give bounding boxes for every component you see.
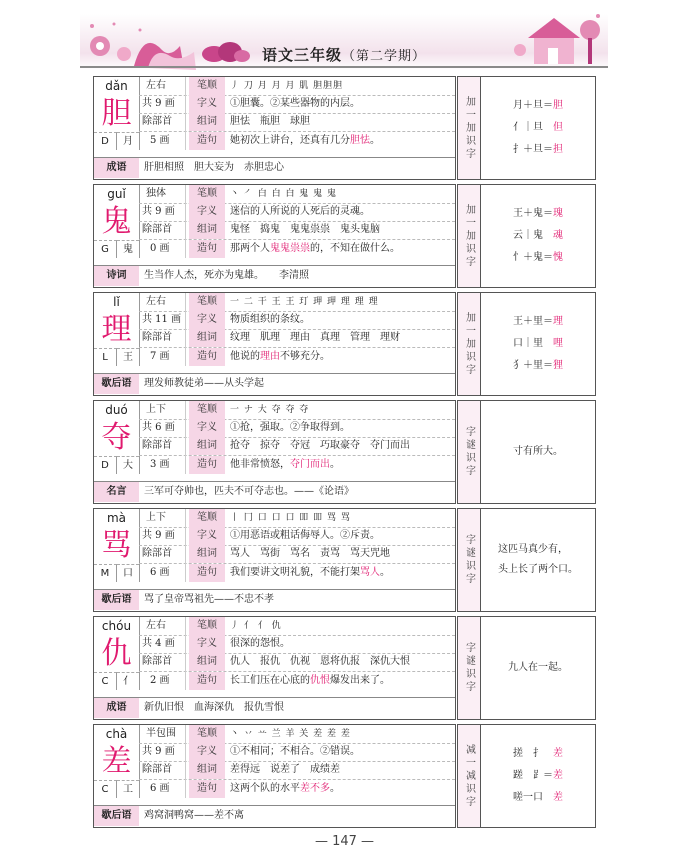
side-line-text: 云｜鬼 — [513, 230, 553, 241]
divider — [185, 185, 186, 258]
entry-side-box — [457, 76, 596, 180]
structure: 上下 — [146, 404, 166, 415]
side-line-char: 胆 — [553, 100, 563, 111]
label-ziyi: 字义 — [189, 743, 225, 761]
side-line — [513, 225, 563, 247]
label-ziyi: 字义 — [189, 419, 225, 437]
radical-label: 除部首 — [142, 116, 172, 127]
words: 差得远 说差了 成绩差 — [230, 764, 340, 775]
bottom-text: 新仇旧恨 血海深仇 报仇雪恨 — [144, 702, 284, 713]
label-bishun: 笔顺 — [189, 617, 225, 635]
side-line-text: 亻｜旦 — [513, 122, 553, 133]
entry-side-box — [457, 400, 596, 504]
side-content — [481, 617, 595, 719]
stroke-order: 丶 ㇒ 白 白 白 鬼 鬼 鬼 — [230, 189, 338, 199]
riddle-text — [507, 442, 569, 462]
radical: 月 — [117, 132, 139, 150]
label-zaoju: 造句 — [189, 348, 225, 366]
side-line — [513, 247, 563, 269]
example-sentence — [230, 240, 400, 258]
entry-main-box — [93, 292, 456, 396]
example-sentence — [230, 672, 390, 690]
side-line — [513, 743, 563, 765]
main-character: 鬼 — [101, 204, 132, 239]
entry-main-box — [93, 724, 456, 828]
side-label-box — [458, 77, 481, 179]
meaning: 迷信的人所说的人死后的灵魂。 — [230, 206, 370, 217]
words: 骂人 骂街 骂名 责骂 骂天咒地 — [230, 548, 390, 559]
character-entry — [93, 616, 595, 720]
stroke-count: 共 4 画 — [142, 638, 175, 649]
sentence-text: 他说的 — [230, 351, 260, 362]
structure: 上下 — [146, 512, 166, 523]
side-label-box — [458, 401, 481, 503]
character-entry — [93, 184, 595, 288]
sentence-text: 她初次上讲台，还真有几分 — [230, 135, 350, 146]
entry-side-box — [457, 184, 596, 288]
index-letter: L — [94, 348, 117, 366]
index-letter: C — [94, 780, 117, 798]
sentence-text: 爆发出来了。 — [330, 675, 390, 686]
stroke-order: 丿 刀 月 月 月 肌 胆胆胆 — [230, 81, 344, 91]
riddle-line: 寸有所大。 — [513, 446, 563, 457]
side-line-text: 嗟一口 — [513, 792, 553, 803]
main-character: 骂 — [101, 528, 132, 563]
side-line — [513, 95, 563, 117]
sentence-text: 我们要讲文明礼貌，不能打架 — [230, 567, 360, 578]
side-line — [513, 203, 563, 225]
entry-side-box — [457, 292, 596, 396]
side-label: 加一加识字 — [463, 95, 475, 161]
entry-main-box — [93, 616, 456, 720]
words: 鬼怪 捣鬼 鬼鬼祟祟 鬼头鬼脑 — [230, 224, 380, 235]
side-line-char: 但 — [553, 122, 563, 133]
riddle-text — [492, 540, 584, 580]
side-line — [513, 311, 563, 333]
stroke-count: 共 9 画 — [142, 530, 175, 541]
label-zuci: 组词 — [189, 113, 225, 131]
pinyin: chóu — [101, 619, 132, 633]
example-sentence — [230, 456, 340, 474]
remaining-strokes: 5 画 — [150, 135, 170, 146]
entry-side-box — [457, 508, 596, 612]
example-sentence — [230, 780, 340, 798]
label-bishun: 笔顺 — [189, 293, 225, 311]
radical-label: 除部首 — [142, 656, 172, 667]
structure: 独体 — [146, 188, 166, 199]
main-character: 仇 — [101, 636, 132, 671]
divider — [185, 293, 186, 366]
meaning: ①胆囊。②某些器物的内层。 — [230, 98, 360, 109]
main-character: 夺 — [101, 420, 132, 455]
side-line — [513, 139, 563, 161]
main-character: 胆 — [101, 96, 132, 131]
stroke-count: 共 6 画 — [142, 422, 175, 433]
radical-index — [94, 240, 139, 258]
divider — [185, 617, 186, 690]
side-line-char: 差 — [553, 748, 563, 759]
side-line-char: 理 — [553, 316, 563, 327]
radical: 工 — [117, 780, 139, 798]
side-label-box — [458, 617, 481, 719]
label-bishun: 笔顺 — [189, 185, 225, 203]
stroke-order: 丿 亻 亻 仇 — [230, 621, 282, 631]
meaning: 物质组织的条纹。 — [230, 314, 310, 325]
label-ziyi: 字义 — [189, 527, 225, 545]
sentence-text: 他非常愤怒， — [230, 459, 290, 470]
bottom-row — [94, 697, 455, 718]
meaning: ①抢，强取。②争取得到。 — [230, 422, 350, 433]
sentence-text: 。 — [330, 459, 340, 470]
side-line-text: 忄＋鬼＝ — [513, 252, 553, 263]
index-letter: G — [94, 240, 117, 258]
side-content — [481, 509, 595, 611]
sentence-text: 的，不知在做什么。 — [310, 243, 400, 254]
pinyin: duó — [105, 403, 128, 417]
words: 抢夺 掠夺 夺冠 巧取豪夺 夺门而出 — [230, 440, 410, 451]
entry-main-box — [93, 184, 456, 288]
bottom-text: 肝胆相照 胆大妄为 赤胆忠心 — [144, 162, 284, 173]
entry-main-box — [93, 508, 456, 612]
side-line-char: 哩 — [553, 338, 563, 349]
bottom-label: 成语 — [94, 698, 139, 718]
bottom-label: 歇后语 — [94, 806, 139, 826]
side-content — [481, 401, 595, 503]
pinyin: guǐ — [107, 187, 126, 201]
words: 仇人 报仇 仇视 恩将仇报 深仇大恨 — [230, 656, 410, 667]
structure: 左右 — [146, 620, 166, 631]
side-label-box — [458, 725, 481, 827]
side-line-text: 犭＋里＝ — [513, 360, 553, 371]
label-zaoju: 造句 — [189, 456, 225, 474]
remaining-strokes: 2 画 — [150, 675, 170, 686]
side-content — [481, 185, 595, 287]
words: 纹理 肌理 理由 真理 管理 理财 — [230, 332, 400, 343]
radical-label: 除部首 — [142, 764, 172, 775]
remaining-strokes: 3 画 — [150, 459, 170, 470]
bottom-row — [94, 157, 455, 178]
index-letter: C — [94, 672, 117, 690]
sentence-highlight: 差不多 — [300, 783, 330, 794]
remaining-strokes: 0 画 — [150, 243, 170, 254]
label-zuci: 组词 — [189, 437, 225, 455]
stroke-count: 共 11 画 — [142, 314, 182, 325]
sentence-highlight: 胆怯 — [350, 135, 370, 146]
character-entry — [93, 76, 595, 180]
side-label: 加一加识字 — [463, 311, 475, 377]
label-bishun: 笔顺 — [189, 77, 225, 95]
label-zaoju: 造句 — [189, 564, 225, 582]
label-zuci: 组词 — [189, 545, 225, 563]
main-character: 差 — [101, 744, 132, 779]
stroke-order: 丶 丷 䒑 兰 羊 关 差 差 差 — [230, 729, 351, 739]
side-line-text: 搓 扌 — [513, 748, 553, 759]
stroke-count: 共 9 画 — [142, 98, 175, 109]
side-label-box — [458, 185, 481, 287]
stroke-order: 一 ナ 大 夺 夺 夺 — [230, 405, 310, 415]
sentence-highlight: 理由 — [260, 351, 280, 362]
example-sentence — [230, 132, 380, 150]
side-line — [513, 787, 563, 809]
sentence-highlight: 骂人 — [360, 567, 380, 578]
side-line-char: 差 — [553, 792, 563, 803]
meaning: ①不相同；不相合。②错误。 — [230, 746, 360, 757]
page-number: — 147 — — [314, 834, 375, 849]
meaning: ①用恶语或粗话侮辱人。②斥责。 — [230, 530, 380, 541]
radical: 亻 — [117, 672, 139, 690]
page-title — [80, 44, 608, 65]
bottom-row — [94, 481, 455, 502]
sentence-highlight: 鬼鬼祟祟 — [270, 243, 310, 254]
radical: 王 — [117, 348, 139, 366]
divider — [185, 401, 186, 474]
riddle-line: 头上长了两个口。 — [498, 564, 578, 575]
radical-index — [94, 348, 139, 366]
radical: 大 — [117, 456, 139, 474]
sentence-text: 这两个队的水平 — [230, 783, 300, 794]
label-zuci: 组词 — [189, 221, 225, 239]
side-line-char: 担 — [553, 144, 563, 155]
side-label: 字谜识字 — [463, 426, 475, 478]
pinyin: chà — [105, 727, 128, 741]
radical-label: 除部首 — [142, 224, 172, 235]
side-label: 减一减识字 — [463, 743, 475, 809]
riddle-line: 九人在一起。 — [508, 662, 568, 673]
sentence-text: 长工们压在心底的 — [230, 675, 310, 686]
bottom-label: 成语 — [94, 158, 139, 178]
bottom-text: 骂了皇帝骂祖先——不忠不孝 — [144, 594, 274, 605]
bottom-text: 鸡窝洞鸭窝——差不离 — [144, 810, 244, 821]
radical-index — [94, 456, 139, 474]
label-bishun: 笔顺 — [189, 401, 225, 419]
label-zaoju: 造句 — [189, 780, 225, 798]
page-header — [80, 0, 608, 72]
radical-index — [94, 672, 139, 690]
row-line — [139, 635, 455, 636]
side-label: 加一加识字 — [463, 203, 475, 269]
label-ziyi: 字义 — [189, 203, 225, 221]
sentence-text: 那两个人 — [230, 243, 270, 254]
title-text: 语文三年级 — [261, 46, 342, 64]
structure: 左右 — [146, 296, 166, 307]
structure: 左右 — [146, 80, 166, 91]
bottom-text: 理发师教徒弟——从头学起 — [144, 378, 264, 389]
label-zaoju: 造句 — [189, 132, 225, 150]
pinyin: lǐ — [113, 295, 120, 309]
side-line — [513, 355, 563, 377]
riddle-text — [502, 658, 574, 678]
pinyin: dǎn — [105, 79, 128, 93]
character-entry — [93, 508, 595, 612]
stroke-count: 共 9 画 — [142, 206, 175, 217]
riddle-line: 这匹马真少有， — [498, 544, 568, 555]
label-ziyi: 字义 — [189, 635, 225, 653]
bottom-label: 诗词 — [94, 266, 139, 286]
radical-label: 除部首 — [142, 332, 172, 343]
side-line-text: 王＋里＝ — [513, 316, 553, 327]
radical-label: 除部首 — [142, 440, 172, 451]
label-zuci: 组词 — [189, 761, 225, 779]
sentence-highlight: 仇恨 — [310, 675, 330, 686]
stroke-order: 一 二 干 王 王 玎 玾 玾 理 理 理 — [230, 297, 379, 307]
side-line — [513, 117, 563, 139]
divider — [185, 77, 186, 150]
bottom-row — [94, 589, 455, 610]
radical: 鬼 — [117, 240, 139, 258]
sentence-text: 不够充分。 — [280, 351, 330, 362]
side-line-char: 愧 — [553, 252, 563, 263]
radical-index — [94, 132, 139, 150]
example-sentence — [230, 348, 330, 366]
bottom-text: 三军可夺帅也，匹夫不可夺志也。——《论语》 — [144, 486, 354, 497]
index-letter: M — [94, 564, 117, 582]
side-line-text: 口｜里 — [513, 338, 553, 349]
label-zuci: 组词 — [189, 653, 225, 671]
remaining-strokes: 7 画 — [150, 351, 170, 362]
character-entry — [93, 292, 595, 396]
sentence-text: 。 — [330, 783, 340, 794]
sentence-highlight: 夺门而出 — [290, 459, 330, 470]
side-line — [513, 333, 563, 355]
bottom-label: 名言 — [94, 482, 139, 502]
bottom-text: 生当作人杰，死亦为鬼雄。 李清照 — [144, 270, 309, 281]
main-character: 理 — [101, 312, 132, 347]
radical-index — [94, 780, 139, 798]
label-bishun: 笔顺 — [189, 725, 225, 743]
side-line-text: 扌＋旦＝ — [513, 144, 553, 155]
structure: 半包围 — [146, 728, 176, 739]
label-zaoju: 造句 — [189, 672, 225, 690]
side-label-box — [458, 293, 481, 395]
side-line-text: 王＋鬼＝ — [513, 208, 553, 219]
label-zuci: 组词 — [189, 329, 225, 347]
bottom-row — [94, 373, 455, 394]
index-letter: D — [94, 456, 117, 474]
bottom-label: 歇后语 — [94, 590, 139, 610]
example-sentence — [230, 564, 390, 582]
side-content — [481, 725, 595, 827]
meaning: 很深的怨恨。 — [230, 638, 290, 649]
label-ziyi: 字义 — [189, 311, 225, 329]
title-subtitle: （第二学期） — [342, 49, 427, 64]
side-content — [481, 293, 595, 395]
divider — [185, 509, 186, 582]
remaining-strokes: 6 画 — [150, 567, 170, 578]
sentence-text: 。 — [370, 135, 380, 146]
side-content — [481, 77, 595, 179]
stroke-order: 丨 冂 口 口 口 吅 吅 骂 骂 — [230, 513, 351, 523]
entry-side-box — [457, 724, 596, 828]
header-rule — [80, 66, 608, 68]
side-line-char: 瑰 — [553, 208, 563, 219]
character-entry — [93, 724, 595, 828]
side-label-box — [458, 509, 481, 611]
entry-main-box — [93, 400, 456, 504]
radical: 口 — [117, 564, 139, 582]
label-zaoju: 造句 — [189, 240, 225, 258]
side-line-char: 狸 — [553, 360, 563, 371]
side-line-text: 月＋旦＝ — [513, 100, 553, 111]
sentence-text: 。 — [380, 567, 390, 578]
stroke-count: 共 9 画 — [142, 746, 175, 757]
radical-label: 除部首 — [142, 548, 172, 559]
entry-side-box — [457, 616, 596, 720]
entry-main-box — [93, 76, 456, 180]
side-line-text: 蹉 ⻊＝ — [513, 770, 553, 781]
label-bishun: 笔顺 — [189, 509, 225, 527]
words: 胆怯 瓶胆 球胆 — [230, 116, 310, 127]
label-ziyi: 字义 — [189, 95, 225, 113]
bottom-row — [94, 265, 455, 286]
pinyin: mà — [106, 511, 127, 525]
side-line-char: 差 — [553, 770, 563, 781]
side-line — [513, 765, 563, 787]
side-label: 字谜识字 — [463, 534, 475, 586]
bottom-label: 歇后语 — [94, 374, 139, 394]
side-label: 字谜识字 — [463, 642, 475, 694]
character-entry — [93, 400, 595, 504]
bottom-row — [94, 805, 455, 826]
radical-index — [94, 564, 139, 582]
divider — [185, 725, 186, 798]
remaining-strokes: 6 画 — [150, 783, 170, 794]
side-line-char: 魂 — [553, 230, 563, 241]
index-letter: D — [94, 132, 117, 150]
